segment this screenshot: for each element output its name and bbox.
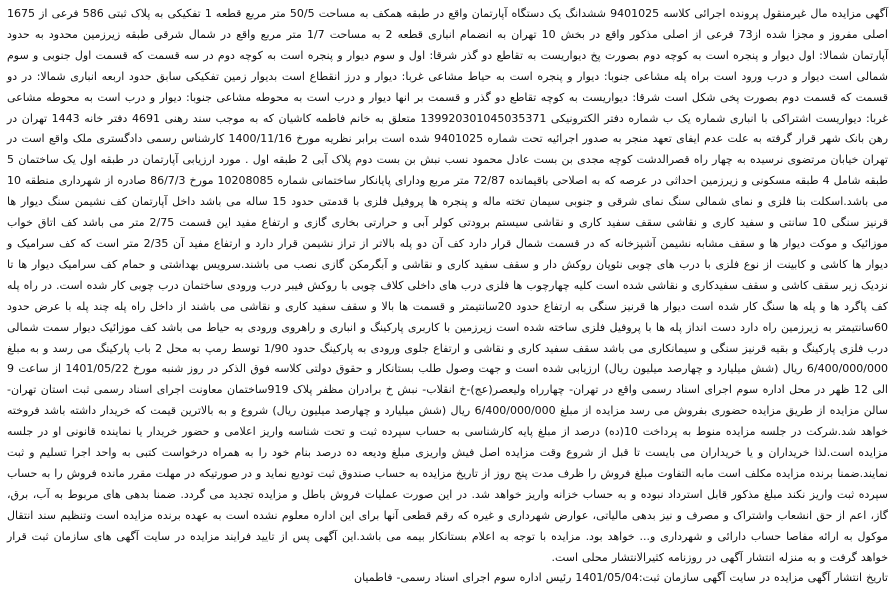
- notice-body-paragraph: آگهی مزایده مال غیرمنقول پرونده اجرائی کلاسه 9401025 ششدانگ یک دستگاه آپارتمان واقع در طبقه همکف به مساحت 50/5 متر مربع قطعه 1 تفکیکی به پلاک ثبتی 586 فرعی از 1675 اصلی مفروز و مجزا شده از73 فرعی از اصلی مذکور واقع در بخش 10 تهران به انضمام انباری قطعه 2 به مساحت 1/7 متر مربع واقع در شمال شرقی طبقه زیرزمین محدود به حدود آپارتمان شمالا: اول دیوار و پنجره است به کوچه دوم بصورت پخ دیواریست به تقاطع دو گذر شرقا: اول و سوم دیوار و پنجره است به کوچه دوم در سه قسمت که قسمت اول جنوبی و سوم شمالی است دیوار و درب ورود است براه پله مشاعی جنوبا: دیوار و پنجره است به حیاط مشاعی غربا: دیوار و درز انقطاع است بدیوار زمین تفکیکی سابق حدود اربعه انباری شمالا: در دو قسمت که قسمت دوم بصورت پخی شکل است شرقا: دیواریست به کوچه تقاطع دو گذر و قسمت بر انها دیوار و درب است به محوطه مشاعی جنوبا: دیوار و درب است به محوطه مشاعی غربا: دیواریست اشتراکی با انباری شماره یک ب شماره دفتر الکترونیکی 139920301045035371 متعلق به خانم فاطمه کاشیان که به موجب سند رهنی 4691 دفتر خانه 1443 تهران در رهن بانک شهر قرار گرفته به علت عدم ایفای تعهد منجر به صدور اجرائیه تحت شماره 9401025 شده است برابر نظریه مورخ 1400/11/16 کارشناس رسمی دادگستری ملک واقع است در تهران خیابان مرتضوی نرسیده به چهار راه قصرالدشت کوچه مجدی بن بست عادل محمود نسب نبش بن بست دوم پلاک آبی 2 طبقه اول . مورد ارزیابی آپارتمان در طبقه اول یک ساختمان 5 طبقه شامل 4 طبقه مسکونی و زیرزمین احداثی در عرصه که به اصلاحی باقیمانده 72/87 متر مربع ودارای پایانکار ساختمانی شماره 10208085 مورخ 86/7/3 صادره از شهرداری منطقه 10 می باشد.اسکلت بنا فلزی و نمای شمالی سنگ نمای شرقی و جنوبی سیمان تخته ماله و پنجره ها پروفیل فلزی با قدمتی حدود 15 ساله می باشد داخل آپارتمان کف نشیمن سنگ دیوار ها قرنیز سنگی 10 سانتی و سفید کاری و نقاشی سقف سفید کاری و نقاشی سیستم برودتی کولر آبی و حرارتی بخاری گازی و ارتفاع مفید این قسمت 2/75 متر می باشد کف اتاق خواب موزائیک و موکت دیوار ها و سقف مشابه نشیمن آشپزخانه که در قسمت شمال قرار دارد کف آن دو پله بالاتر از تراز نشیمن قرار دارد و ارتفاع مفید آن 2/35 متر است که کف سرامیک و دیوار ها کاشی و کابینت از نوع فلزی با درب های چوبی نئوپان روکش دار و سقف سفید کاری و نقاشی و آبگرمکن گازی نصب می باشند.سرویس بهداشتی و حمام کف سرامیک دیوار ها تا نزدیک زیر سقف کاشی و سقف سفیدکاری و نقاشی شده است کلیه چهارچوب ها فلزی درب های داخلی کلاف چوبی با روکش فیبر درب ورودی ساختمان درب چوبی کار شده است. در راه پله کف پاگرد ها و پله ها سنگ کار شده است دیوار ها قرنیز سنگی به ارتفاع حدود 20سانتیمتر و قسمت ها بالا و سقف سفید کاری و نقاشی می باشند از داخل راه پله چند پله با عرض حدود 60سانتیمتر به زیرزمین راه دارد دست انداز پله ها با پروفیل فلزی ساخته شده است زیرزمین با کاربری پارکینگ و انباری و راهروی ورودی به حیاط می باشد کف موزائیک دیوار سمت شمالی درب فلزی پارکینگ و بقیه قرنیز سنگی و سیمانکاری می باشد سقف سفید کاری و نقاشی و ارتفاع جلوی ورودی به پارکینگ حدود 1/90 توسط رمپ به محل 2 باب پارکینگ می رسد و به مبلغ 6/400/000/000 ریال (شش میلیارد و چهارصد میلیون ریال) ارزیابی شده است و جهت وصول طلب بستانکار و حقوق دولتی کلاسه فوق الذکر در روز شنبه مورخ 1401/05/22 از ساعت 9 الی 12 ظهر در محل اداره سوم اجرای اسناد رسمی واقع در تهران- چهارراه ولیعصر(عج)-خ انقلاب- نبش خ برادران مظفر پلاک 919ساختمان معاونت اجرای اسناد رسمی ثبت استان تهران- سالن مزایده از طریق مزایده حضوری بفروش می رسد مزایده از مبلغ 6/400/000/000 ریال (شش میلیارد و چهارصد میلیون ریال) شروع و به بالاترین قیمت که خریدار داشته باشد فروخته خواهد شد.شرکت در جلسه مزایده منوط به پرداخت 10(ده) درصد از مبلغ پایه کارشناسی به حساب سپرده ثبت و تحت شناسه واریز اعلامی و حضور خریدار یا نماینده قانونی او در جلسه مزایده است.لذا خریداران و یا خریداران می بایست تا قبل از شروع وقت مزایده اصل فیش واریزی مبلغ ودیعه ده درصد بنام خود را به همراه درخواست کتبی به واحد اجرا تسلیم و ثبت نمایند.ضمنا برنده مزایده مکلف است مابه التفاوت مبلغ فروش را ظرف مدت پنج روز از تاریخ مزایده به حساب صندوق ثبت تودیع نماید و در صورتیکه در مهلت مقرر مانده فروش را به حساب سپرده ثبت واریز نکند مبلغ مذکور قابل استرداد نبوده و به حساب خزانه واریز خواهد شد. در این صورت عملیات فروش باطل و مزایده تجدید می گردد. ضمنا بدهی های مربوط به آب، برق، گاز، اعم از حق انشعاب واشتراک و مصرف و نیز بدهی مالیاتی، عوارض شهرداری و غیره که رقم قطعی آنها برای این اداره معلوم نشده است به عهده برنده مزایده است وتنظیم سند انتقال موکول به ارائه مفاصا حساب دارائی و شهرداری و... خواهد بود. مزایده با توجه به اعلام بستانکار بیمه می باشد.این آگهی پس از تایید فرایند مزایده در سایت آگهی های سازمان ثبت قرار خواهد گرفت و به منزله انتشار آگهی در روزنامه کثیرالانتشار محلی است.: [7, 7, 889, 564]
- notice-footer-line: تاریخ انتشار آگهی مزایده در سایت آگهی سازمان ثبت:1401/05/04 رئیس اداره سوم اجرای اسناد رسمی- فاطمیان: [353, 571, 888, 585]
